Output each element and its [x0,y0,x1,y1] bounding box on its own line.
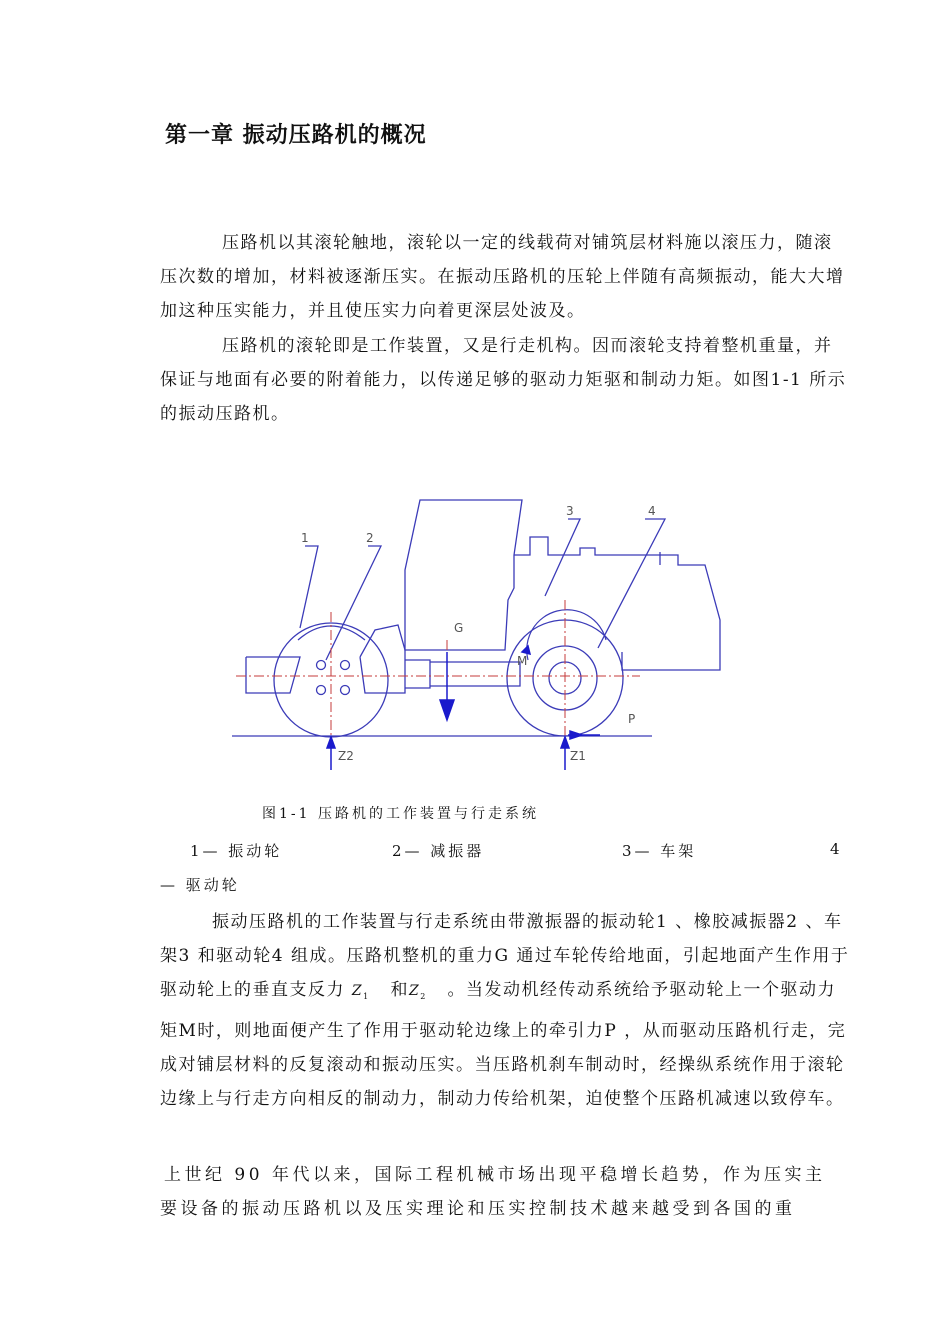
legend-item-3: 3— 车架 [622,842,697,860]
z2-symbol: $Z_2$ [408,983,427,1001]
front-frame-left [246,657,300,693]
leader-3 [545,519,580,596]
label-Z1: Z1 [570,749,586,763]
engine-body [514,537,720,670]
paragraph-3 [160,905,850,1116]
legend-item-2: 2— 减振器 [392,842,485,860]
leader-4 [598,519,665,648]
paragraph-3-part-a: 振动压路机的工作装置与行走系统由带激振器的振动轮1 、橡胶减振器2 、车架3 和驱动轮4 组成。压路机整机的重力G 通过车轮传给地面，引起地面产生作用于驱动轮上的垂直支反力 [160,912,850,1000]
leader-1 [300,546,318,628]
z1-symbol: $Z_1$ [351,983,370,1001]
and-word: 和 [390,980,409,1000]
label-gravity-G: G [454,621,464,635]
legend-item-4-number: 4 [830,840,843,858]
paragraph-4: 上世纪 90 年代以来，国际工程机械市场出现平稳增长趋势，作为压实主要设备的振动压路机以及压实理论和压实控制技术越来越受到各国的重 [160,1165,826,1219]
cab-outline [405,500,522,650]
label-traction-P: P [628,712,636,726]
paragraph-2: 压路机的滚轮即是工作装置，又是行走机构。因而滚轮支持着整机重量，并保证与地面有必要的附着能力，以传递足够的驱动力矩驱和制动力矩。如图1-1 所示的振动压路机。 [160,336,847,424]
moment-arc [527,610,606,660]
leader-2 [326,546,381,660]
paragraph-1: 压路机以其滚轮触地，滚轮以一定的线载荷对铺筑层材料施以滚压力，随滚压次数的增加，材料被逐渐压实。在振动压路机的压轮上伴随有高频振动，能大大增加这种压实能力，并且使压实力向着更深层处波及。 [160,233,845,321]
label-Z2: Z2 [338,749,354,763]
connecting-beam [405,660,430,688]
label-part-1: 1 [301,531,309,545]
label-moment-M: M [517,654,528,668]
chapter-title: 第一章 振动压路机的概况 [165,123,427,148]
paragraph-3-part-b: 。当发动机经传动系统给予驱动轮上一个驱动力矩M时，则地面便产生了作用于驱动轮边缘上的牵引力P ，从而驱动压路机行走，完成对铺层材料的反复滚动和振动压实。当压路机刹车制动时，经操纵系统作用于滚轮边缘上与行走方向相反的制动力，制动力传给机架，迫使整个压路机减速以致停车。 [160,980,847,1109]
label-part-2: 2 [366,531,374,545]
figure-caption: 图1-1 压路机的工作装置与行走系统 [262,806,539,822]
label-part-3: 3 [566,504,574,518]
label-part-4: 4 [648,504,656,518]
legend-item-1: 1— 振动轮 [190,842,283,860]
legend-item-4-name: — 驱动轮 [160,876,240,894]
